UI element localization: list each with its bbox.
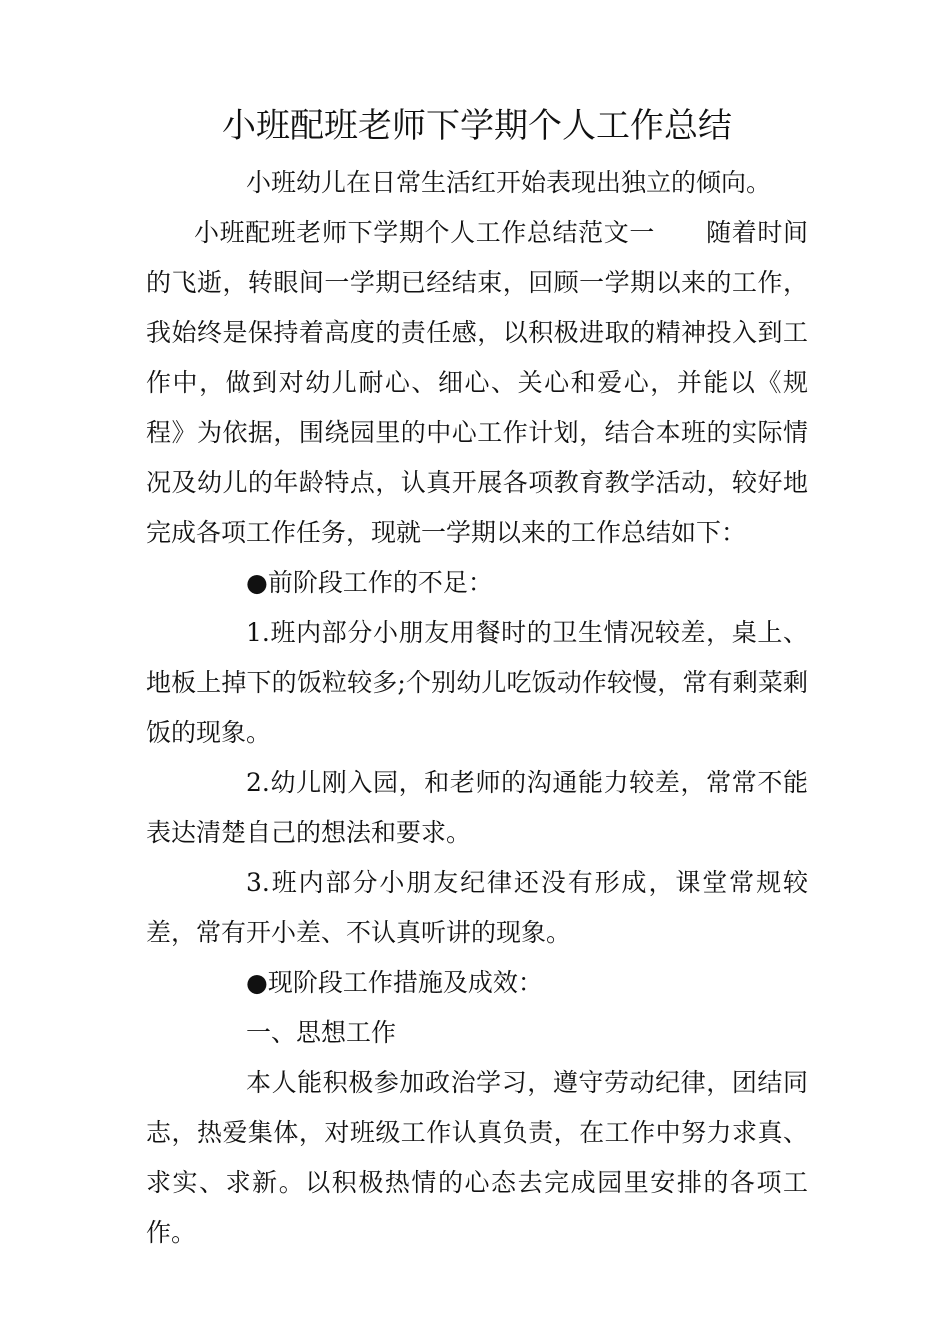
page-title: 小班配班老师下学期个人工作总结 [222,106,732,146]
shortcoming-item-3: 3.班内部分小朋友纪律还没有形成，课堂常规较差，常有开小差、不认真听讲的现象。 [146,868,808,947]
intro-sentence: 小班幼儿在日常生活红开始表现出独立的倾向。 [246,168,772,197]
section-heading-shortcomings: ●前阶段工作的不足： [246,568,493,597]
summary-paragraph: 小班配班老师下学期个人工作总结范文一 随着时间的飞逝，转眼间一学期已经结束，回顾一学期以来的工作，我始终是保持着高度的责任感，以积极进取的精神投入到工作中，做到对幼儿耐心、细心、关心和爱心，并能以《规程》为依据，围绕园里的中心工作计划，结合本班的实际情况及幼儿的年龄特点，认真开展各项教育教学活动，较好地完成各项工作任务，现就一学期以来的工作总结如下： [146,218,808,547]
document-page [146,0,808,1344]
shortcoming-item-2: 2.幼儿刚入园，和老师的沟通能力较差，常常不能表达清楚自己的想法和要求。 [146,768,808,847]
section-heading-measures: ●现阶段工作措施及成效： [246,968,543,997]
ideology-paragraph: 本人能积极参加政治学习，遵守劳动纪律，团结同志，热爱集体，对班级工作认真负责，在工作中努力求真、求实、求新。以积极热情的心态去完成园里安排的各项工作。 [146,1068,808,1247]
subheading-ideology: 一、思想工作 [246,1018,397,1047]
shortcoming-item-1: 1.班内部分小朋友用餐时的卫生情况较差，桌上、地板上掉下的饭粒较多;个别幼儿吃饭动作较慢，常有剩菜剩饭的现象。 [146,618,808,747]
